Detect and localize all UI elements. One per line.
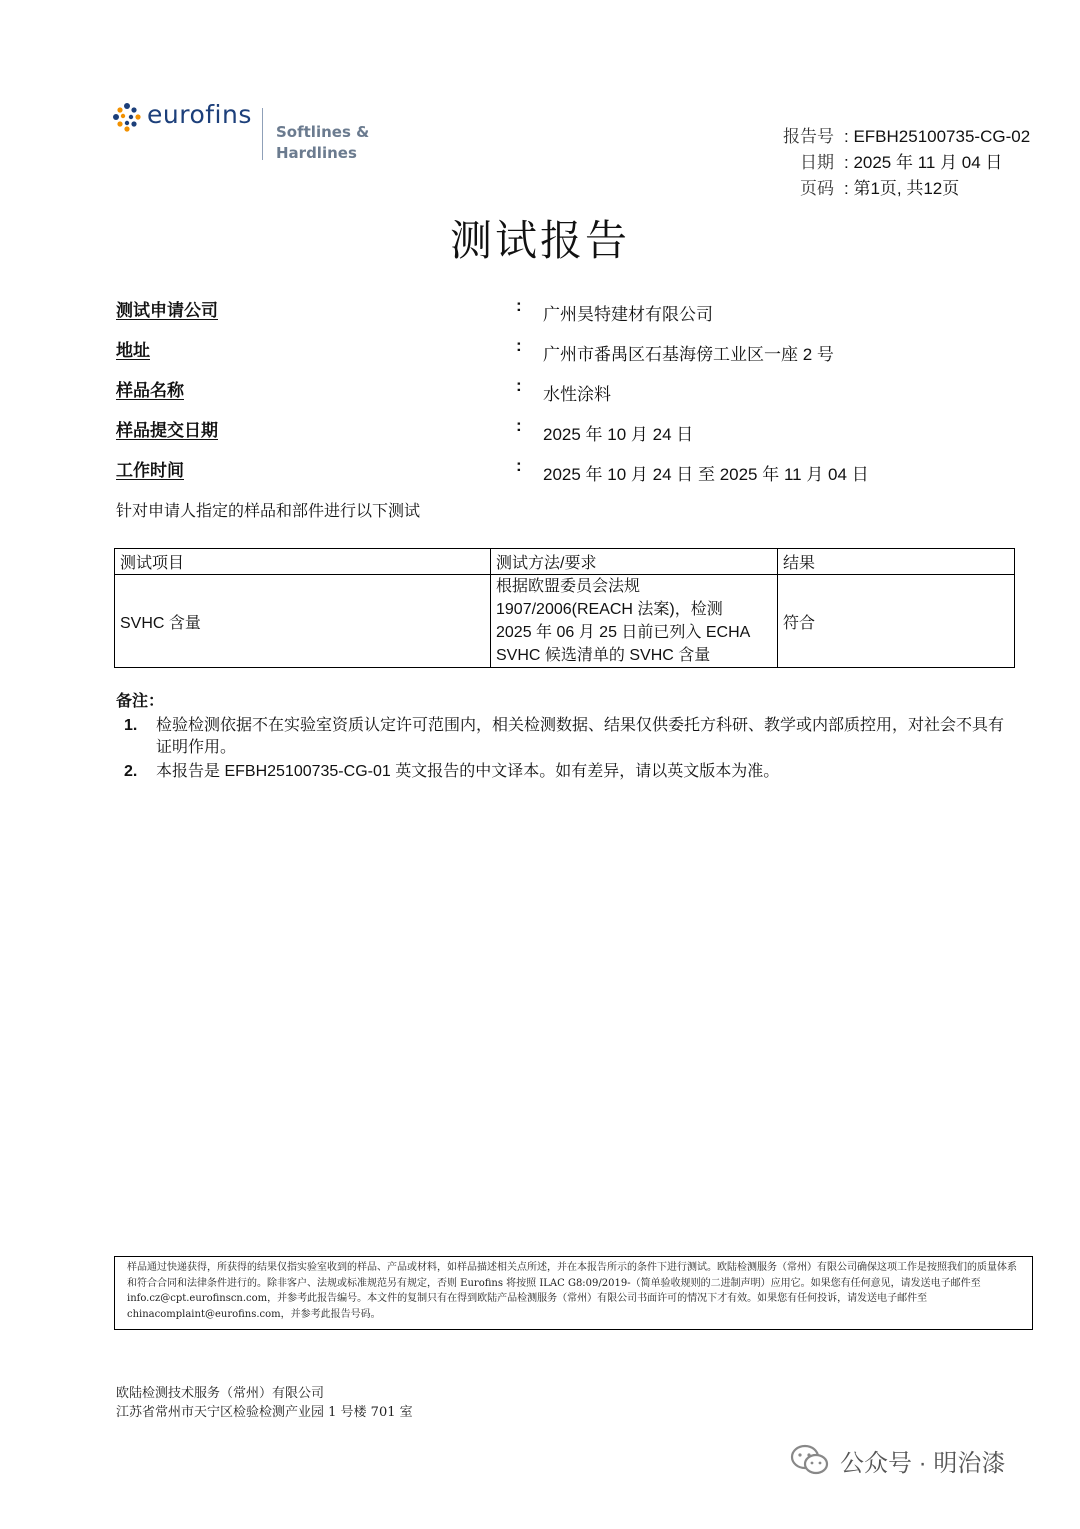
note-number: 2. bbox=[124, 763, 138, 780]
disclaimer-box: 样品通过快递获得，所获得的结果仅指实验室收到的样品、产品或材料，如样品描述相关点所述，并在本报告所示的条件下进行测试。欧陆检测服务（常州）有限公司确保这项工作是按照我们的质量体系和符合合同和法律条件进行的。除非客户、法规或标准规范另有规定，否则 Eurofins 将按照 ILAC G8:09/2019-（简单验收规则的二进制声明）应用它。如果您有任何意见，请发送电子邮件至 info.cz@cpt.eurofinscn.com，并参考此报告编号。本文件的复制只有在得到欧陆产品检测服务（常州）有限公司书面许可的情况下才有效。如果您有任何投诉，请发送电子邮件至 chinacomplaint@eurofins.com，并参考此报告号码。 bbox=[114, 1256, 1033, 1330]
report-number-value: : EFBH25100735-CG-02 bbox=[844, 127, 1031, 146]
report-number-row bbox=[758, 124, 1030, 150]
report-page-row bbox=[758, 176, 1030, 202]
method-line: SVHC 候选清单的 SVHC 含量 bbox=[496, 647, 711, 664]
cell-test-method bbox=[491, 575, 778, 668]
note-text: 检验检测依据不在实验室资质认定许可范围内，相关检测数据、结果仅供委托方科研、教学或内部质控用，对社会不具有证明作用。 bbox=[156, 717, 1005, 756]
report-date-value: : 2025 年 11 月 04 日 bbox=[844, 153, 1003, 172]
info-colon: : bbox=[516, 336, 522, 355]
logo-wordmark: eurofins bbox=[147, 100, 252, 129]
info-colon: : bbox=[516, 456, 522, 475]
report-page-label: 页码 bbox=[800, 179, 834, 198]
table-header-row bbox=[115, 549, 1015, 575]
header-test-method: 测试方法/要求 bbox=[491, 549, 778, 575]
info-value: 水性涂料 bbox=[543, 385, 611, 404]
info-row-applicant bbox=[116, 296, 1016, 336]
method-line: 根据欧盟委员会法规 bbox=[496, 578, 641, 595]
info-colon: : bbox=[516, 416, 522, 435]
info-value: 广州昊特建材有限公司 bbox=[543, 305, 713, 324]
info-label: 样品名称 bbox=[116, 381, 184, 400]
note-number: 1. bbox=[124, 717, 138, 734]
footer bbox=[116, 1384, 413, 1422]
info-row-work-period bbox=[116, 456, 1016, 496]
note-item bbox=[116, 761, 1016, 783]
report-date-label: 日期 bbox=[800, 153, 834, 172]
wechat-watermark bbox=[790, 1440, 1005, 1480]
header-result: 结果 bbox=[778, 549, 1015, 575]
info-label: 测试申请公司 bbox=[116, 301, 218, 320]
test-results-table bbox=[114, 548, 1015, 668]
page-title: 测试报告 bbox=[449, 216, 630, 265]
info-colon: : bbox=[516, 296, 522, 315]
info-label: 样品提交日期 bbox=[116, 421, 218, 440]
notes-section bbox=[116, 688, 1016, 785]
note-text: 本报告是 EFBH25100735-CG-01 英文报告的中文译本。如有差异，请以英文版本为准。 bbox=[156, 763, 780, 780]
method-line: 1907/2006(REACH 法案)，检测 bbox=[496, 601, 723, 618]
cell-result: 符合 bbox=[778, 575, 1015, 668]
note-item bbox=[116, 715, 1016, 759]
logo-subtitle-line1: Softlines & bbox=[276, 123, 370, 141]
info-value: 广州市番禺区石基海傍工业区一座 2 号 bbox=[543, 345, 834, 364]
report-page-value: : 第1页, 共12页 bbox=[844, 179, 960, 198]
logo-subtitle-line2: Hardlines bbox=[276, 144, 357, 162]
cell-test-item: SVHC 含量 bbox=[115, 575, 491, 668]
wechat-icon bbox=[790, 1444, 830, 1476]
applicant-info bbox=[116, 296, 1016, 496]
eurofins-logo bbox=[112, 100, 372, 166]
footer-address: 江苏省常州市天宁区检验检测产业园 1 号楼 701 室 bbox=[116, 1405, 413, 1420]
logo-subtitle bbox=[276, 122, 369, 164]
info-value: 2025 年 10 月 24 日 至 2025 年 11 月 04 日 bbox=[543, 465, 869, 484]
info-label: 工作时间 bbox=[116, 461, 184, 480]
info-label: 地址 bbox=[116, 341, 150, 360]
watermark-text: 公众号 · 明治漆 bbox=[840, 1449, 1006, 1477]
intro-text: 针对申请人指定的样品和部件进行以下测试 bbox=[116, 503, 421, 520]
info-value: 2025 年 10 月 24 日 bbox=[543, 425, 694, 444]
report-meta bbox=[758, 124, 1030, 202]
info-row-address bbox=[116, 336, 1016, 376]
logo-divider bbox=[262, 108, 263, 160]
eurofins-dots-icon bbox=[112, 102, 142, 132]
notes-title: 备注： bbox=[116, 693, 165, 710]
report-number-label: 报告号 bbox=[783, 127, 834, 146]
info-colon: : bbox=[516, 376, 522, 395]
method-line: 2025 年 06 月 25 日前已列入 ECHA bbox=[496, 624, 751, 641]
table-row bbox=[115, 575, 1015, 668]
footer-company: 欧陆检测技术服务（常州）有限公司 bbox=[116, 1386, 325, 1401]
info-row-submit-date bbox=[116, 416, 1016, 456]
info-row-sample-name bbox=[116, 376, 1016, 416]
header-test-item: 测试项目 bbox=[115, 549, 491, 575]
report-date-row bbox=[758, 150, 1030, 176]
